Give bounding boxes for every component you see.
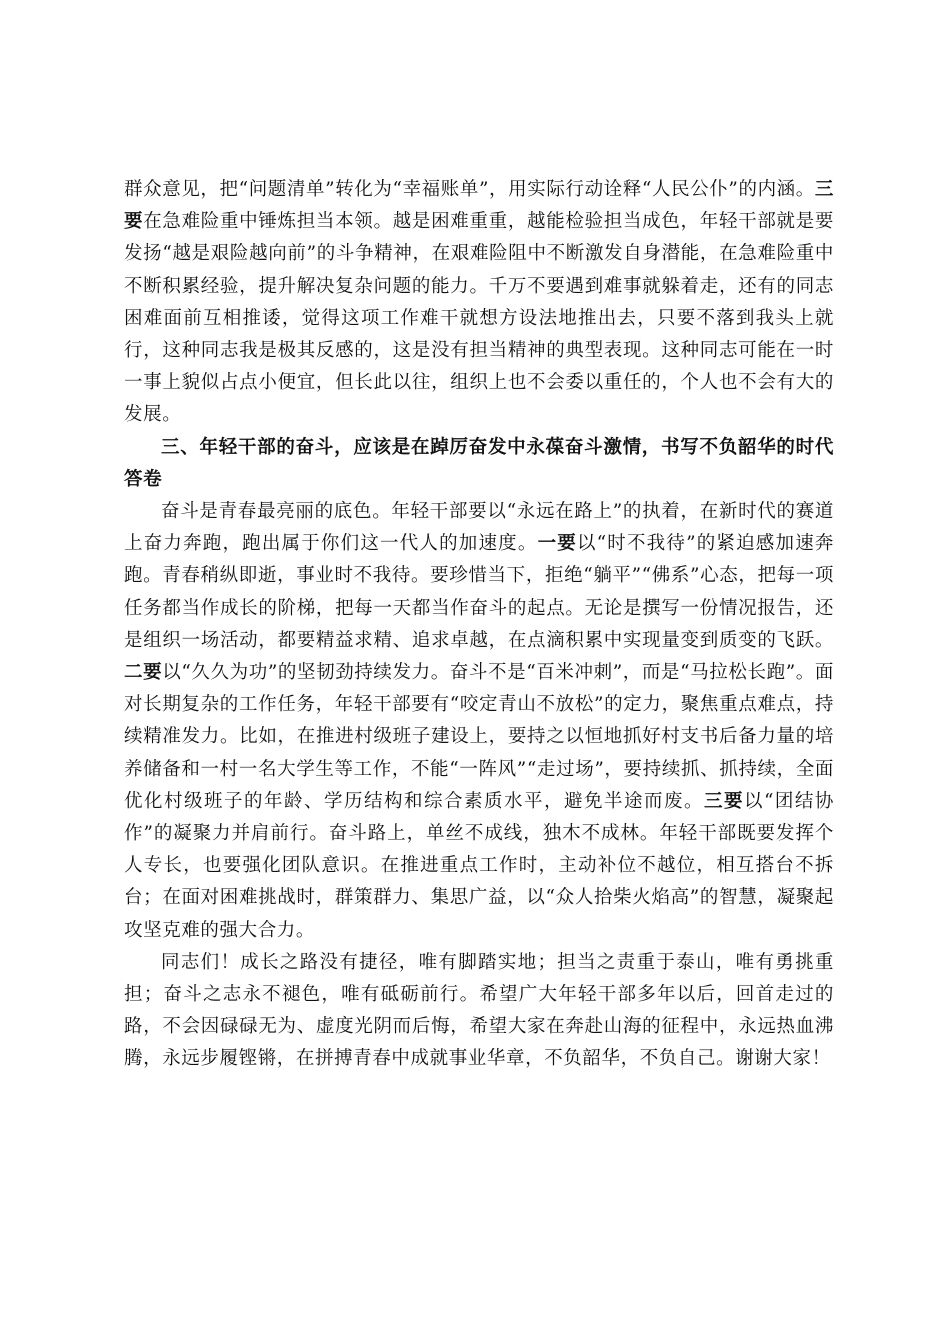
heading-text: 三、年轻干部的奋斗，应该是在踔厉奋发中永葆奋斗激情，书写不负韶华的时代答卷	[124, 436, 834, 490]
emphasis-marker: 三要	[703, 790, 744, 812]
text-run: 以“久久为功”的坚韧劲持续发力。奋斗不是“百米冲刺”，而是“马拉松长跑”。面对长期复杂的工作任务，年轻干部要有“咬定青山不放松”的定力，聚焦重点难点，持续精准发力。比如，在推进村级班子建设上，要持之以恒地抓好村支书后备力量的培养储备和一村一名大学生等工作，不能“一阵风”“走过场”，要持续抓、抓持续，全面优化村级班子的年龄、学历结构和综合素质水平，避免半途而废。	[124, 662, 834, 812]
paragraph-closing	[124, 947, 834, 1076]
text-run: 以“时不我待”的紧迫感加速奔跑。青春稍纵即逝，事业时不我待。要珍惜当下，拒绝“躺平”“佛系”心态，把每一项任务都当作成长的阶梯，把每一天都当作奋斗的起点。无论是撰写一份情况报告，还是组织一场活动，都要精益求精、追求卓越，在点滴积累中实现量变到质变的飞跃。	[124, 533, 834, 651]
section-heading	[124, 432, 834, 496]
emphasis-marker: 三要	[124, 179, 834, 233]
text-run: 在急难险重中锤炼担当本领。越是困难重重，越能检验担当成色，年轻干部就是要发扬“越是艰险越向前”的斗争精神，在艰难险阻中不断激发自身潜能，在急难险重中不断积累经验，提升解决复杂问题的能力。千万不要遇到难事就躲着走，还有的同志困难面前互相推诿，觉得这项工作难干就想方设法地推出去，只要不落到我头上就行，这种同志我是极其反感的，这是没有担当精神的典型表现。这种同志可能在一时一事上貌似占点小便宜，但长此以往，组织上也不会委以重任的，个人也不会有大的发展。	[124, 211, 834, 426]
document-body	[124, 174, 834, 1076]
emphasis-marker: 二要	[124, 662, 163, 684]
text-run: 群众意见，把“问题清单”转化为“幸福账单”，用实际行动诠释“人民公仆”的内涵。	[124, 179, 815, 200]
text-run: 同志们！成长之路没有捷径，唯有脚踏实地；担当之责重于泰山，唯有勇挑重担；奋斗之志永不褪色，唯有砥砺前行。希望广大年轻干部多年以后，回首走过的路，不会因碌碌无为、虚度光阴而后悔，希望大家在奔赴山海的征程中，永远热血沸腾，永远步履铿锵，在拼搏青春中成就事业华章，不负韶华，不负自己。谢谢大家！	[124, 951, 834, 1070]
emphasis-marker: 一要	[537, 533, 577, 555]
paragraph-body	[124, 496, 834, 947]
paragraph-continuation	[124, 174, 834, 432]
text-run: 以“团结协作”的凝聚力并肩前行。奋斗路上，单丝不成线，独木不成林。年轻干部既要发挥个人专长，也要强化团队意识。在推进重点工作时，主动补位不越位，相互搭台不拆台；在面对困难挑战时，群策群力、集思广益，以“众人拾柴火焰高”的智慧，凝聚起攻坚克难的强大合力。	[124, 790, 835, 941]
text-run: 奋斗是青春最亮丽的底色。年轻干部要以“永远在路上”的执着，在新时代的赛道上奋力奔跑，跑出属于你们这一代人的加速度。	[124, 501, 834, 555]
